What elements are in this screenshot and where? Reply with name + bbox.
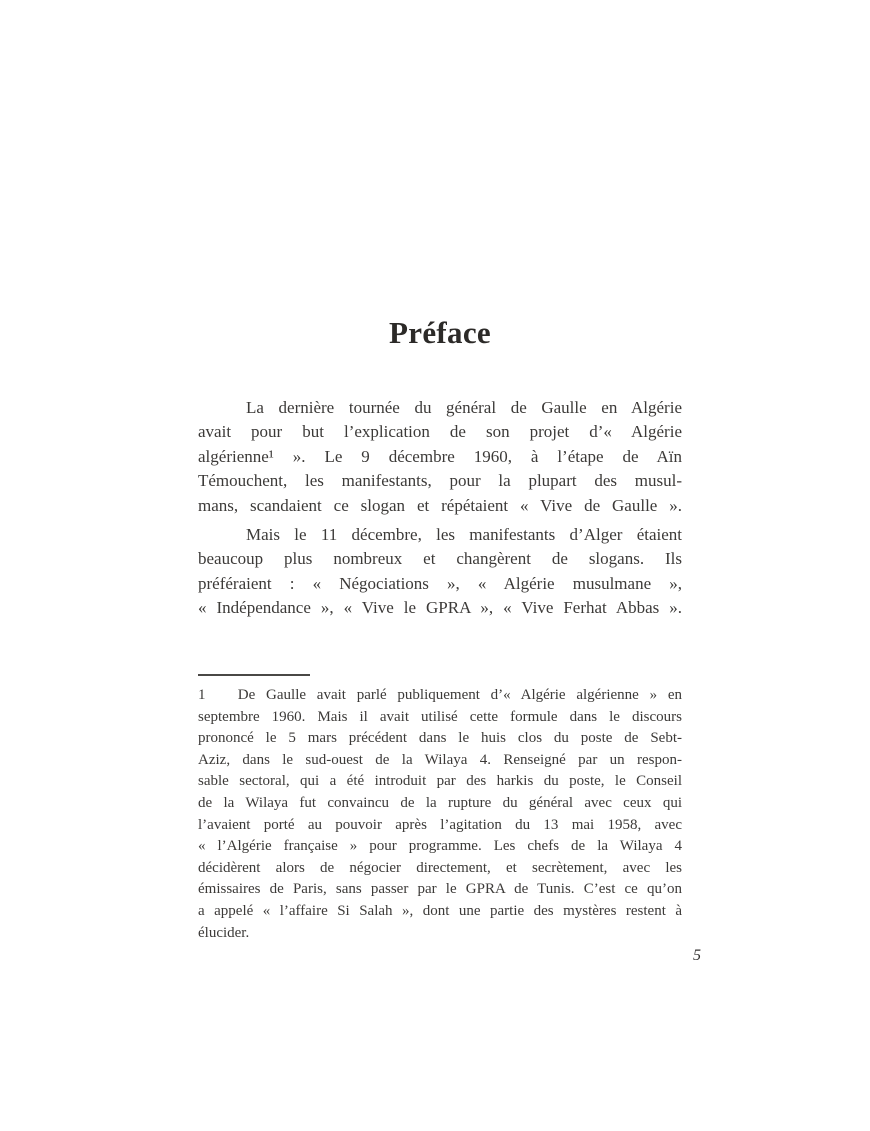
text-line: « Indépendance », « Vive le GPRA », « Vive Ferhat Abbas ». — [198, 598, 682, 618]
footnote-separator — [198, 674, 310, 676]
text-line: avait pour but l’explication de son projet d’« Algérie — [198, 422, 682, 442]
text-line: mans, scandaient ce slogan et répétaient « Vive de Gaulle ». — [198, 495, 682, 515]
paragraph-1 — [198, 396, 682, 518]
footnote-line: a appelé « l’affaire Si Salah », dont une partie des mystères restent à — [198, 902, 682, 919]
footnote-line: Aziz, dans le sud-ouest de la Wilaya 4. Renseigné par un respon- — [198, 751, 682, 768]
footnote-line: septembre 1960. Mais il avait utilisé cette formule dans le discours — [198, 708, 682, 725]
page-title: Préface — [389, 315, 491, 350]
text-line: préféraient : « Négociations », « Algérie musulmane », — [198, 573, 682, 593]
text-line: beaucoup plus nombreux et changèrent de slogans. Ils — [198, 549, 682, 569]
text-line: Témouchent, les manifestants, pour la plupart des musul- — [198, 471, 682, 491]
footnote-line: élucider. — [198, 924, 250, 941]
footnote — [198, 685, 682, 944]
footnote-line: « l’Algérie française » pour programme. Les chefs de la Wilaya 4 — [198, 838, 682, 855]
page-number: 5 — [693, 947, 701, 964]
text-line: algérienne¹ ». Le 9 décembre 1960, à l’étape de Aïn — [198, 446, 682, 466]
footnote-line: décidèrent alors de négocier directement, et secrètement, avec les — [198, 859, 682, 876]
footnote-line: sable sectoral, qui a été introduit par des harkis du poste, le Conseil — [198, 773, 682, 790]
footnote-line: prononcé le 5 mars précédent dans le huis clos du poste de Sebt- — [198, 730, 682, 747]
text-line: La dernière tournée du général de Gaulle en Algérie — [246, 398, 682, 417]
footnote-line: de la Wilaya fut convaincu de la rupture du général avec ceux qui — [198, 794, 682, 811]
footnote-line: l’avaient porté au pouvoir après l’agitation du 13 mai 1958, avec — [198, 816, 682, 833]
footnote-line: émissaires de Paris, sans passer par le GPRA de Tunis. C’est ce qu’on — [198, 881, 682, 898]
text-line: Mais le 11 décembre, les manifestants d’Alger étaient — [246, 525, 682, 544]
footnote-line: 1 De Gaulle avait parlé publiquement d’« Algérie algérienne » en — [198, 687, 682, 703]
paragraph-2 — [198, 523, 682, 621]
